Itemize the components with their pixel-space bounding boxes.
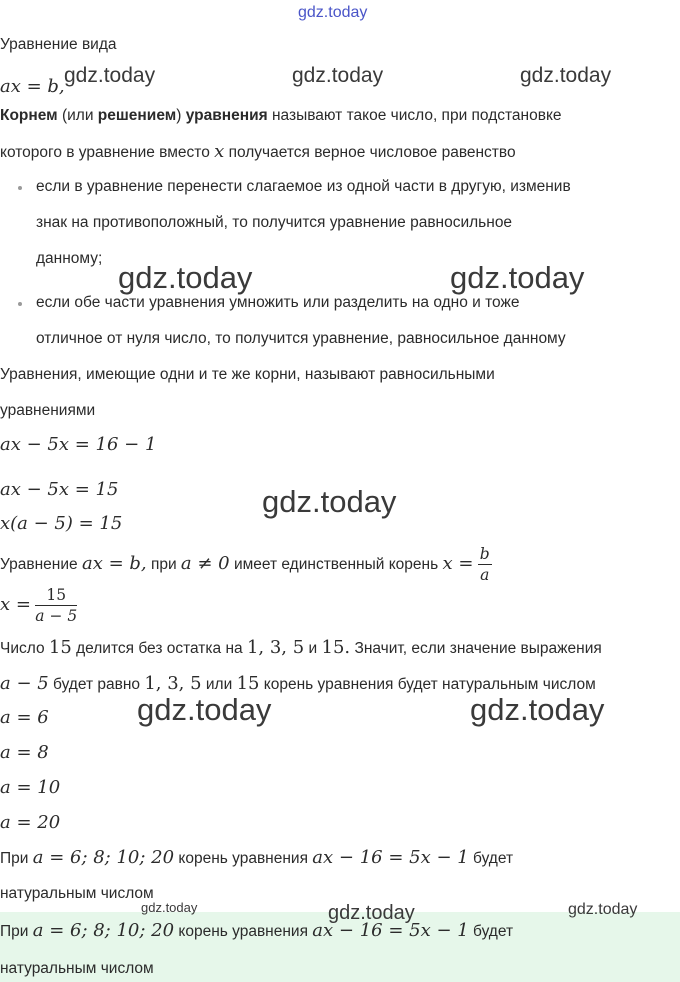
rule-text: имеет единственный корень [233, 556, 439, 573]
equation: ax − 16 = 5x − 1 [312, 920, 469, 941]
number: 15. [321, 637, 351, 658]
equivalence-line-1: Уравнения, имеющие одни и те же корни, называют равносильными [0, 366, 495, 383]
definition-text: ) [176, 107, 182, 124]
step-2: ax − 5x = 15 [0, 479, 119, 500]
watermark: gdz.today [262, 484, 397, 519]
text: Значит, если значение выражения [354, 640, 602, 657]
value-3: a = 10 [0, 777, 61, 798]
bullet-1-line-2: знак на противоположный, то получится уравнение равносильное [36, 214, 513, 231]
text: будет [473, 850, 514, 867]
step-3: x(a − 5) = 15 [0, 513, 123, 534]
term-root: Корнем [0, 107, 58, 124]
solution-fraction [35, 585, 77, 626]
definition-text: которого в уравнение вместо [0, 144, 210, 161]
bullet-1-line-1: если в уравнение перенести слагаемое из одной части в другую, изменив [36, 178, 571, 195]
expression: a − 5 [0, 673, 49, 694]
fraction-denominator: a − 5 [35, 607, 78, 626]
definition-line-2 [0, 142, 516, 163]
solution-lhs: x = [0, 594, 31, 615]
watermark-top: gdz.today [298, 4, 368, 21]
fraction-denominator: a [480, 566, 490, 585]
watermark: gdz.today [118, 260, 253, 295]
intro-label: Уравнение вида [0, 36, 117, 53]
text: будет равно [53, 676, 141, 693]
text: При [0, 850, 29, 867]
values: a = 6; 8; 10; 20 [32, 847, 175, 868]
number: 15 [48, 637, 72, 658]
step-1: ax − 5x = 16 − 1 [0, 434, 157, 455]
fraction-numerator: 15 [35, 585, 77, 606]
watermark: gdz.today [141, 900, 198, 915]
watermark: gdz.today [520, 64, 612, 87]
intro-formula: ax = b, [0, 76, 65, 97]
fraction-numerator: b [479, 545, 490, 564]
divisibility-line-2 [0, 674, 596, 695]
rule-equation: ax = b, [81, 553, 147, 574]
number: 1, 3, 5 [144, 673, 202, 694]
bullet-marker [18, 186, 22, 190]
bullet-2-line-1: если обе части уравнения умножить или разделить на одно и тоже [36, 294, 520, 311]
term-solution: решением [97, 107, 177, 124]
divisibility-line-1 [0, 638, 602, 659]
text: делится без остатка на [76, 640, 243, 657]
definition-line-1 [0, 106, 562, 126]
bullet-2-line-2: отличное от нуля число, то получится уравнение, равносильное данному [36, 330, 566, 347]
conclusion-line-1 [0, 848, 513, 869]
values: a = 6; 8; 10; 20 [32, 920, 175, 941]
value-4: a = 20 [0, 812, 61, 833]
solution [0, 583, 77, 628]
text: корень уравнения [178, 850, 308, 867]
watermark: gdz.today [450, 260, 585, 295]
text: корень уравнения будет натуральным числом [263, 676, 596, 693]
math-variable: x [214, 141, 225, 162]
rule-text: при [150, 556, 177, 573]
value-1: a = 6 [0, 707, 49, 728]
text: При [0, 923, 29, 940]
watermark: gdz.today [292, 64, 384, 87]
text: и [308, 640, 318, 657]
watermark: gdz.today [328, 902, 415, 924]
rule-text: Уравнение [0, 556, 78, 573]
value-2: a = 8 [0, 742, 49, 763]
watermark: gdz.today [568, 901, 638, 918]
watermark: gdz.today [64, 64, 156, 87]
term-equation: уравнения [185, 107, 268, 124]
text: Число [0, 640, 45, 657]
number: 1, 3, 5 [246, 637, 305, 658]
number: 15 [236, 673, 260, 694]
definition-text: получается верное числовое равенство [228, 144, 516, 161]
conclusion-line-2: натуральным числом [0, 885, 154, 902]
watermark: gdz.today [137, 692, 272, 727]
rule-lhs: x = [442, 553, 474, 574]
root-rule [0, 542, 492, 587]
equation: ax − 16 = 5x − 1 [312, 847, 469, 868]
text: или [205, 676, 233, 693]
text: будет [473, 923, 514, 940]
rule-condition: a ≠ 0 [180, 553, 230, 574]
watermark: gdz.today [470, 692, 605, 727]
definition-text: (или [61, 107, 94, 124]
rule-fraction [478, 544, 492, 585]
answer-line-1 [0, 921, 513, 942]
bullet-1-line-3: данному; [36, 250, 103, 267]
text: корень уравнения [178, 923, 308, 940]
definition-text: называют такое число, при подстановке [271, 107, 562, 124]
equivalence-line-2: уравнениями [0, 402, 96, 419]
answer-line-2: натуральным числом [0, 960, 154, 977]
bullet-marker [18, 302, 22, 306]
